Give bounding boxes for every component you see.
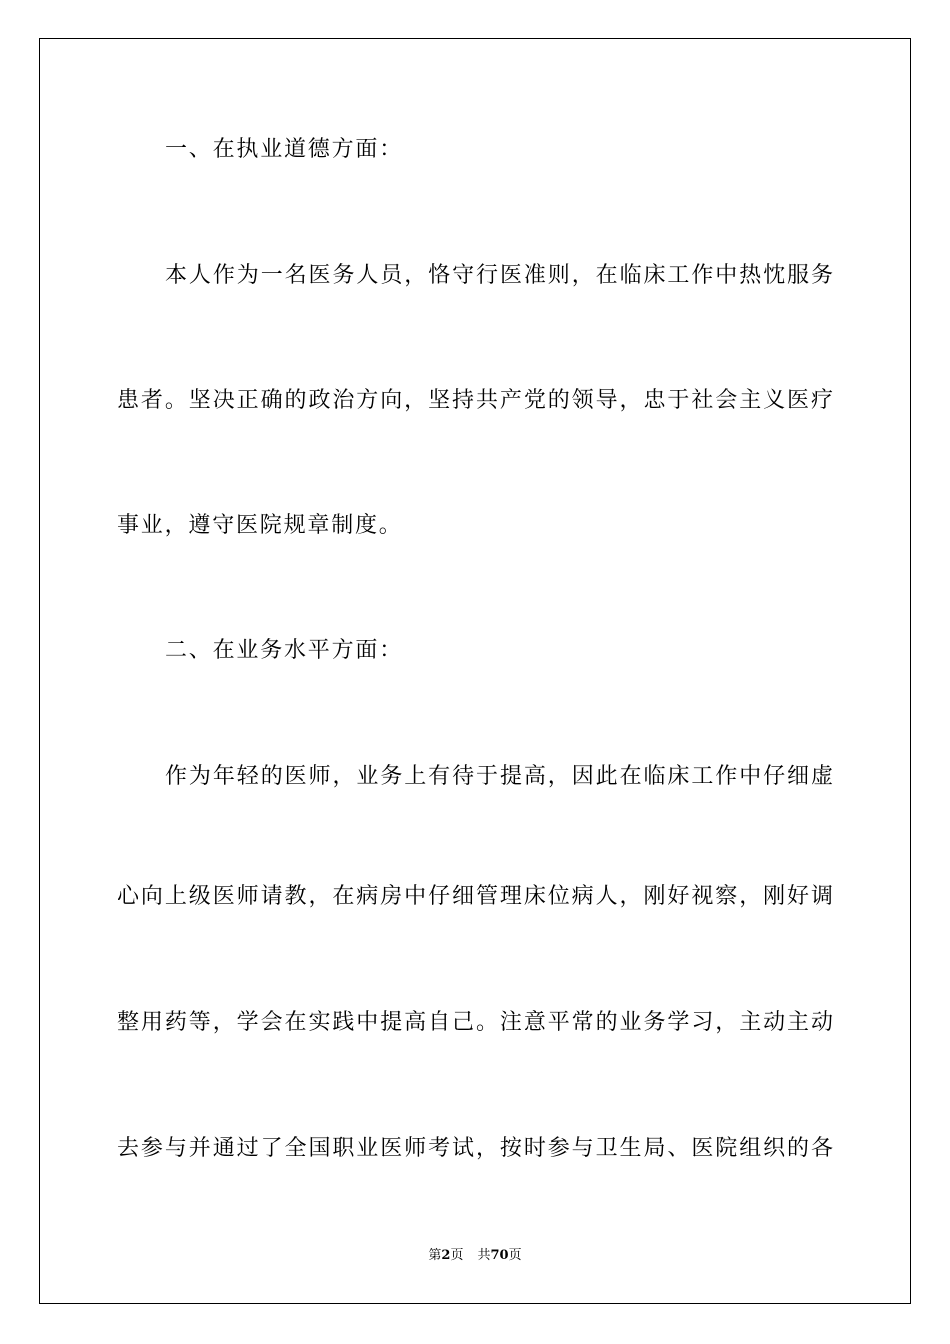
section-heading-skills: 二、在业务水平方面： (165, 638, 404, 663)
paragraph-line: 本人作为一名医务人员，恪守行医准则，在临床工作中热忱服务 (165, 263, 833, 288)
total-page-count: 70 (490, 1248, 509, 1263)
current-page-number: 2 (441, 1248, 451, 1263)
paragraph-line: 患者。坚决正确的政治方向，坚持共产党的领导，忠于社会主义医疗 (117, 388, 833, 413)
paragraph-line: 作为年轻的医师，业务上有待于提高，因此在临床工作中仔细虚 (165, 764, 833, 789)
paragraph-line: 事业，遵守医院规章制度。 (117, 513, 403, 538)
page-footer (0, 1247, 950, 1265)
total-prefix: 共 (477, 1248, 491, 1263)
page-suffix: 页 (450, 1248, 464, 1263)
section-heading-ethics: 一、在执业道德方面： (165, 137, 404, 162)
paragraph-line: 整用药等，学会在实践中提高自己。注意平常的业务学习，主动主动 (117, 1010, 833, 1035)
paragraph-line: 去参与并通过了全国职业医师考试，按时参与卫生局、医院组织的各 (117, 1136, 833, 1161)
page-prefix: 第 (428, 1248, 442, 1263)
page-border (39, 38, 911, 1304)
paragraph-line: 心向上级医师请教，在病房中仔细管理床位病人，刚好视察，刚好调 (117, 884, 833, 909)
total-suffix: 页 (508, 1248, 522, 1263)
